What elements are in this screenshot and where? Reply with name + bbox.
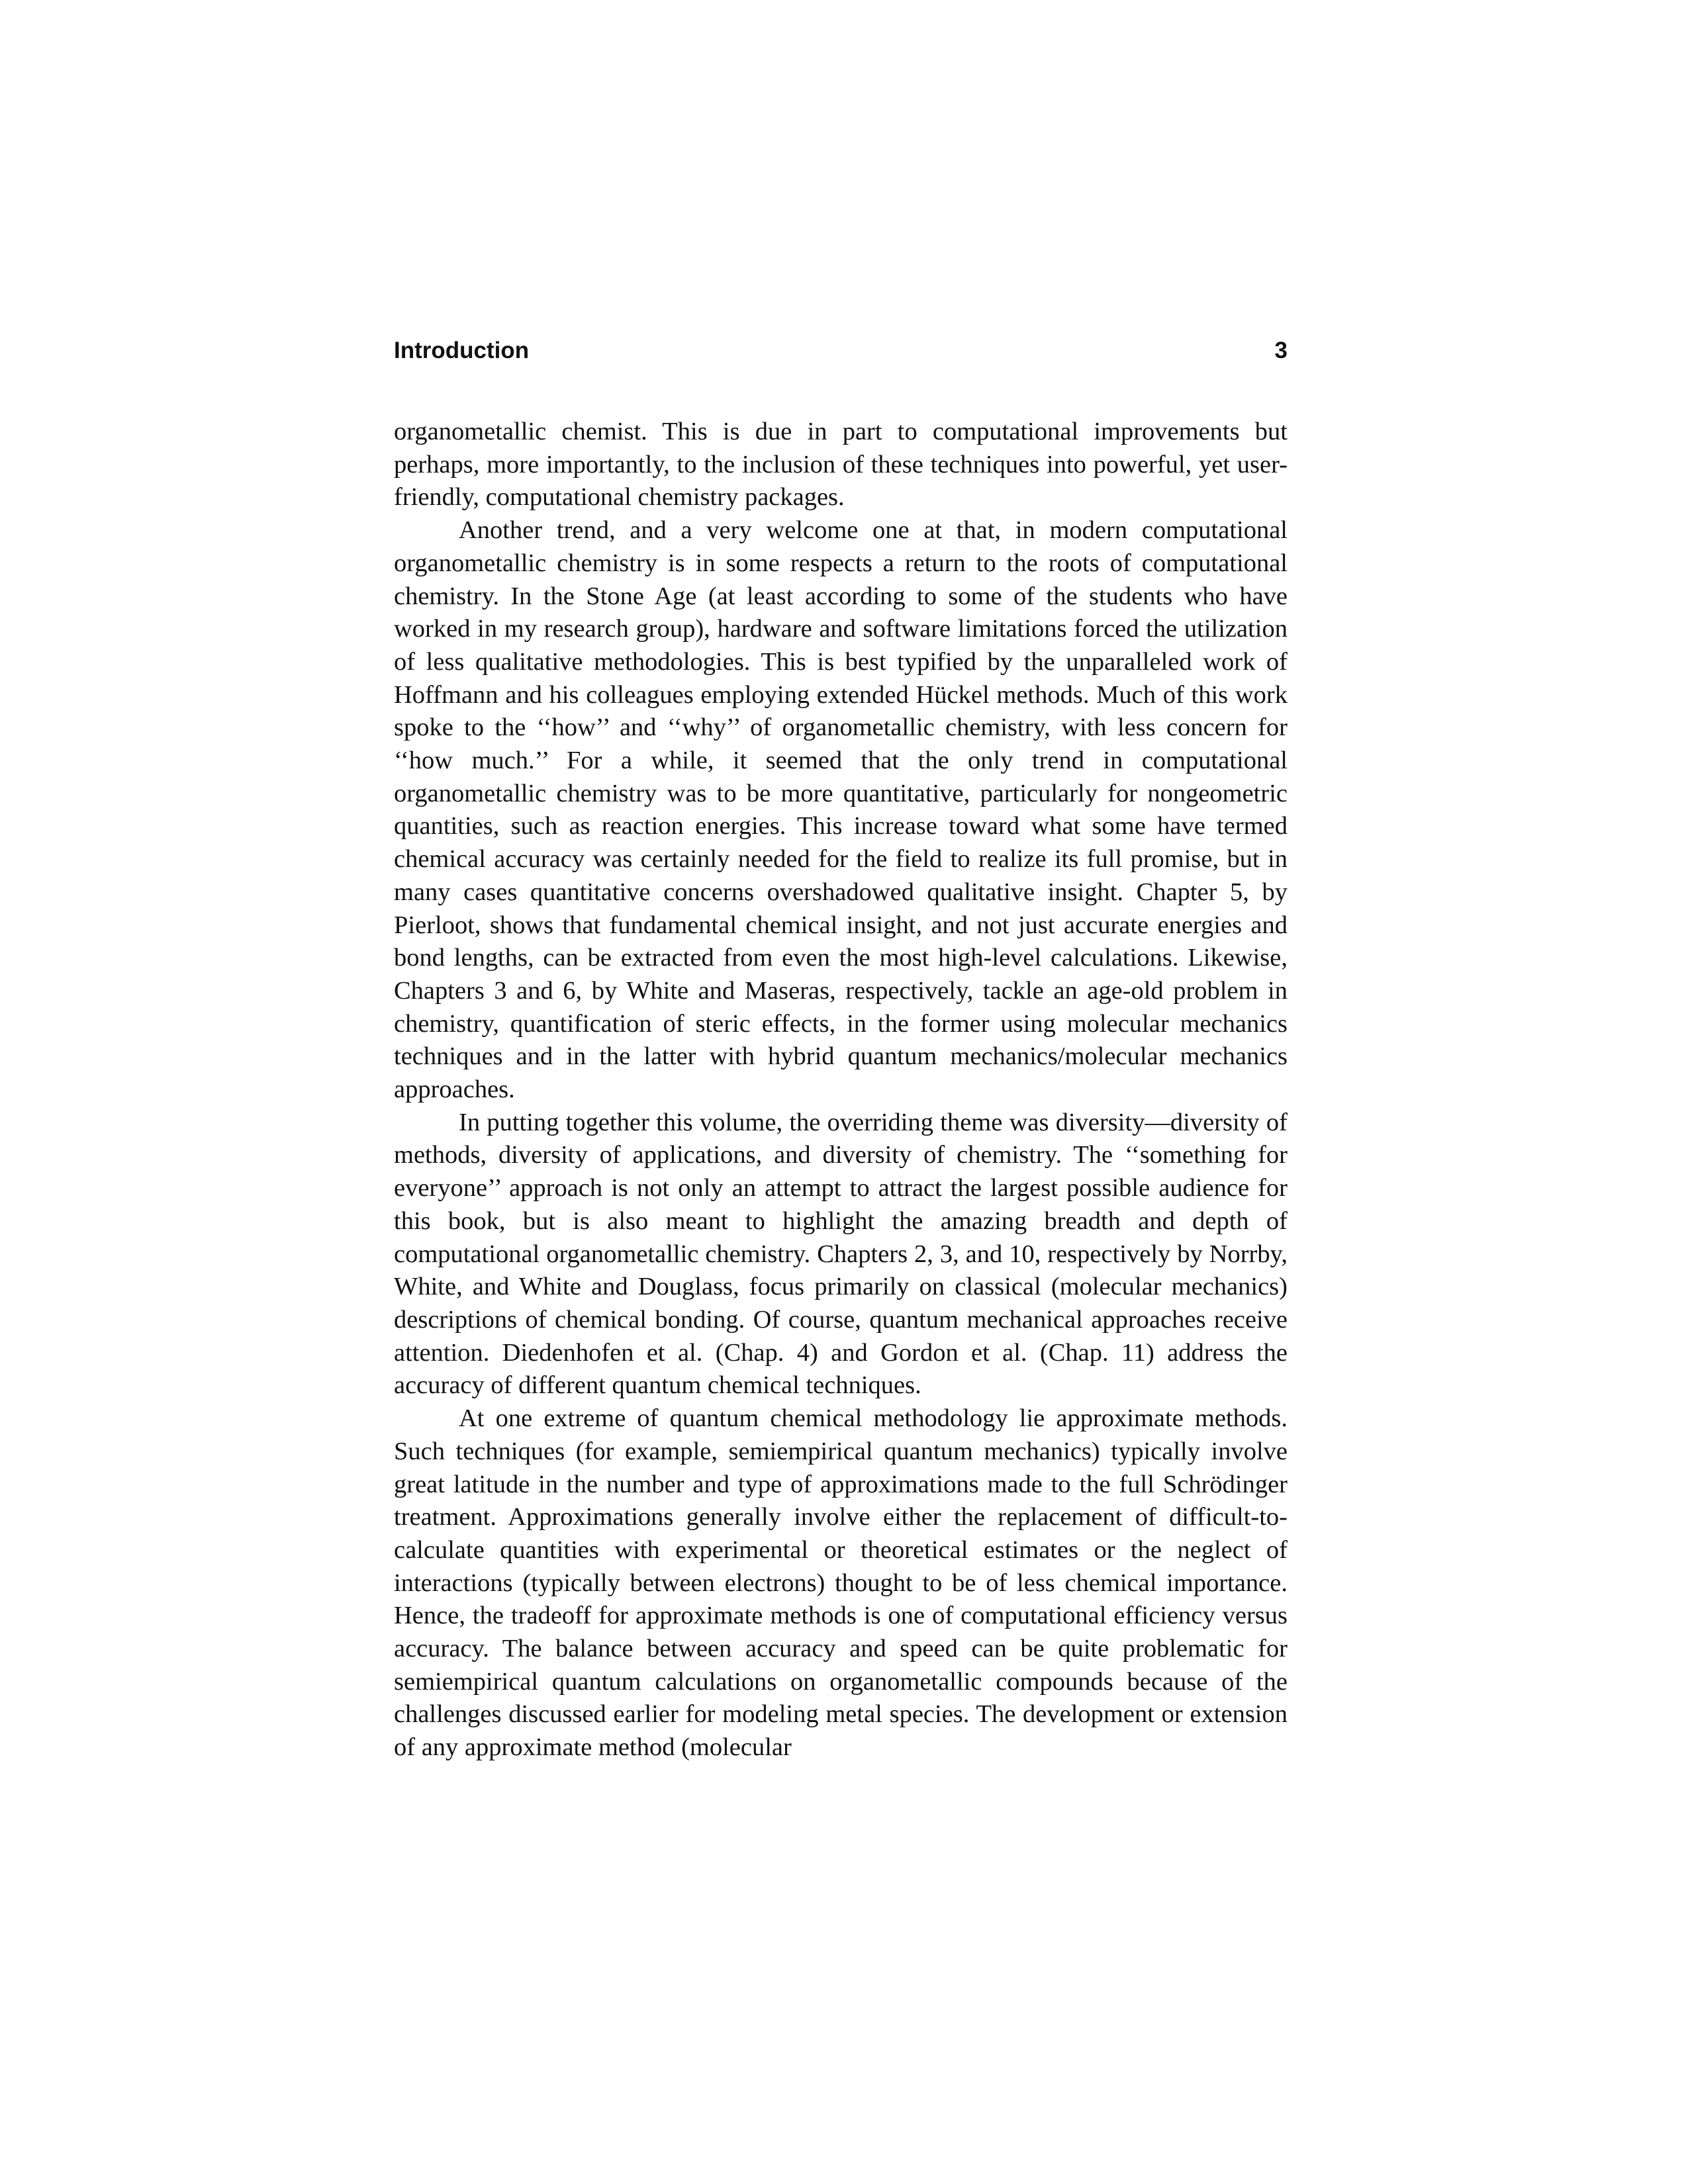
paragraph: At one extreme of quantum chemical methodology lie approximate methods. Such techniques (for example, semiempirical quantum mechanics) typically involve great latitude in the number and type of approximations made to the full Schrödinger treatment. Approximations generally involve either the replacement of difficult-to-calculate quantities with experimental or theoretical estimates or the neglect of interactions (typically between electrons) thought to be of less chemical importance. Hence, the tradeoff for approximate methods is one of computational efficiency versus accuracy. The balance between accuracy and speed can be quite problematic for semiempirical quantum calculations on organometallic compounds because of the challenges discussed earlier for modeling metal species. The development or extension of any approximate method (molecular: [394, 1404, 1288, 1762]
book-page: [394, 338, 1288, 1764]
paragraph-continued: organometallic chemist. This is due in part to computational improvements but perhaps, more importantly, to the inclusion of these techniques into powerful, yet user-friendly, computational chemistry packages.: [394, 418, 1288, 512]
chapter-title: Introduction: [394, 338, 530, 363]
body-text: [394, 416, 1288, 1764]
paragraph: In putting together this volume, the overriding theme was diversity—diversity of methods, diversity of applications, and diversity of chemistry. The ‘‘something for everyone’’ approach is not only an attempt to attract the largest possible audience for this book, but is also meant to highlight the amazing breadth and depth of computational organometallic chemistry. Chapters 2, 3, and 10, respectively by Norrby, White, and White and Douglass, focus primarily on classical (molecular mechanics) descriptions of chemical bonding. Of course, quantum mechanical approaches receive attention. Diedenhofen et al. (Chap. 4) and Gordon et al. (Chap. 11) address the accuracy of different quantum chemical techniques.: [394, 1108, 1288, 1400]
page-number: 3: [1274, 338, 1288, 363]
running-head: [394, 338, 1288, 377]
paragraph: Another trend, and a very welcome one at that, in modern computational organometallic chemistry is in some respects a return to the roots of computational chemistry. In the Stone Age (at least according to some of the students who have worked in my research group), hardware and software limitations forced the utilization of less qualitative methodologies. This is best typified by the unparalleled work of Hoffmann and his colleagues employing extended Hückel methods. Much of this work spoke to the ‘‘how’’ and ‘‘why’’ of organometallic chemistry, with less concern for ‘‘how much.’’ For a while, it seemed that the only trend in computational organometallic chemistry was to be more quantitative, particularly for nongeometric quantities, such as reaction energies. This increase toward what some have termed chemical accuracy was certainly needed for the field to realize its full promise, but in many cases quantitative concerns overshadowed qualitative insight. Chapter 5, by Pierloot, shows that fundamental chemical insight, and not just accurate energies and bond lengths, can be extracted from even the most high-level calculations. Likewise, Chapters 3 and 6, by White and Maseras, respectively, tackle an age-old problem in chemistry, quantification of steric effects, in the former using molecular mechanics techniques and in the latter with hybrid quantum mechanics/molecular mechanics approaches.: [394, 516, 1288, 1104]
